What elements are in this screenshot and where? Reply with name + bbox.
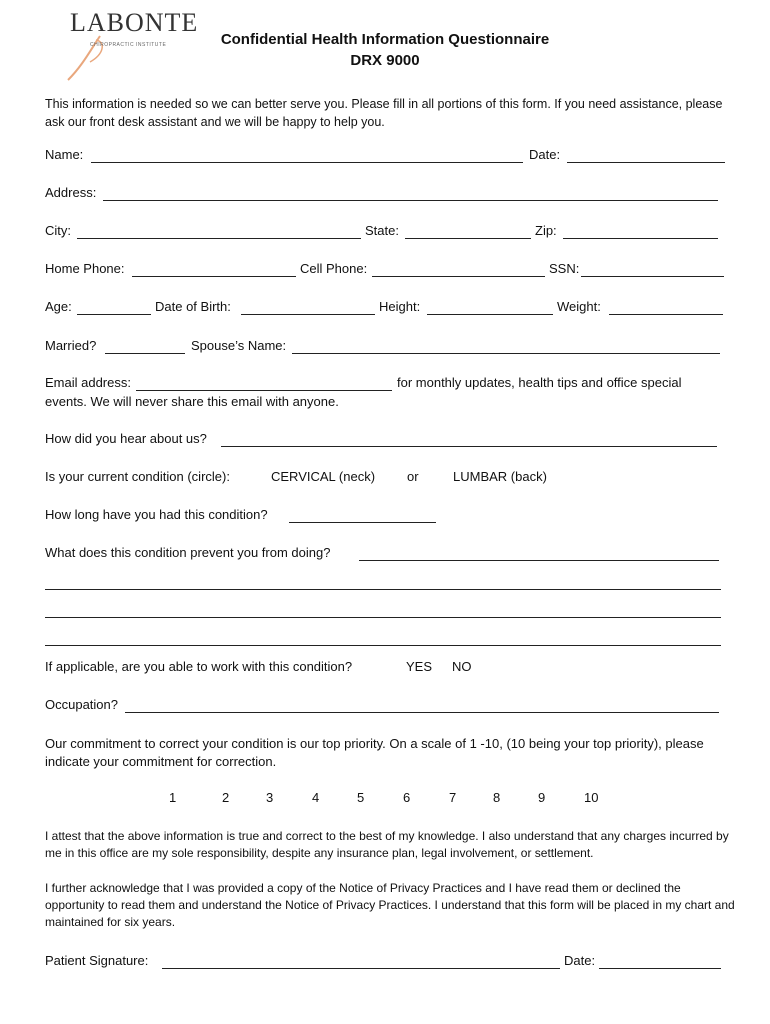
email-note-row (45, 394, 725, 412)
work-row (45, 659, 725, 677)
married-label: Married? (45, 338, 97, 353)
age-label: Age: (45, 299, 72, 314)
hear-row (45, 431, 725, 449)
scale-option-1[interactable]: 1 (169, 790, 177, 805)
work-label: If applicable, are you able to work with this condition? (45, 659, 353, 674)
attest-text: I attest that the above information is true and correct to the best of my knowledge. I also understand that any charges incurred by me in this office are my sole responsibility, despite any insurance plan, legal involvement, or settlement. (45, 829, 729, 860)
email-row (45, 375, 725, 393)
email-label: Email address: (45, 375, 131, 390)
age-row (45, 299, 725, 317)
prevent-line-4[interactable] (45, 645, 721, 646)
prevent-line-2[interactable] (45, 589, 721, 590)
occupation-label: Occupation? (45, 697, 118, 712)
or-text: or (407, 469, 419, 484)
ssn-label: SSN: (549, 261, 580, 276)
condition-row (45, 469, 725, 487)
zip-label: Zip: (535, 223, 557, 238)
prevent-label: What does this condition prevent you from doing? (45, 545, 331, 560)
dob-label: Date of Birth: (155, 299, 231, 314)
scale-option-5[interactable]: 5 (357, 790, 365, 805)
address-row (45, 185, 725, 203)
intro-text: This information is needed so we can better serve you. Please fill in all portions of this form. If you need assistance, please ask our front desk assistant and we will be happy to help you. (45, 97, 723, 129)
how-long-row (45, 507, 725, 525)
state-field[interactable] (405, 238, 531, 239)
signature-date-field[interactable] (599, 968, 721, 969)
cervical-option[interactable]: CERVICAL (neck) (271, 469, 376, 484)
dob-field[interactable] (241, 314, 375, 315)
phone-row (45, 261, 725, 279)
cell-phone-field[interactable] (372, 276, 545, 277)
scale-option-6[interactable]: 6 (403, 790, 411, 805)
married-field[interactable] (105, 353, 185, 354)
age-field[interactable] (77, 314, 151, 315)
email-note-2: events. We will never share this email with anyone. (45, 394, 339, 409)
prevent-line-3[interactable] (45, 617, 721, 618)
cell-phone-label: Cell Phone: (300, 261, 368, 276)
home-phone-label: Home Phone: (45, 261, 125, 276)
prevent-row (45, 545, 725, 563)
married-row (45, 338, 725, 356)
signature-field[interactable] (162, 968, 560, 969)
name-row (45, 147, 725, 165)
home-phone-field[interactable] (132, 276, 296, 277)
email-field[interactable] (136, 390, 392, 391)
form-title: Confidential Health Information Questionnaire (220, 31, 550, 48)
scale-option-7[interactable]: 7 (449, 790, 457, 805)
name-field[interactable] (91, 162, 523, 163)
spouse-field[interactable] (292, 353, 720, 354)
acknowledge-text: I further acknowledge that I was provided a copy of the Notice of Privacy Practices and I have read them or declined the opportunity to read them and understand the Notice of Privacy Practices. I understand that this form will be placed in my chart and maintained for six years. (45, 881, 735, 929)
scale-option-9[interactable]: 9 (538, 790, 546, 805)
occupation-row (45, 697, 725, 715)
address-field[interactable] (103, 200, 718, 201)
signature-label: Patient Signature: (45, 953, 149, 968)
email-note: for monthly updates, health tips and office special (397, 375, 682, 390)
how-long-field[interactable] (289, 522, 436, 523)
height-label: Height: (379, 299, 421, 314)
scale-option-3[interactable]: 3 (266, 790, 274, 805)
spouse-label: Spouse’s Name: (191, 338, 287, 353)
city-row (45, 223, 725, 241)
how-long-label: How long have you had this condition? (45, 507, 268, 522)
date-label: Date: (529, 147, 561, 162)
no-option[interactable]: NO (452, 659, 472, 674)
city-label: City: (45, 223, 71, 238)
date-field[interactable] (567, 162, 725, 163)
prevent-field[interactable] (359, 560, 719, 561)
form-subtitle: DRX 9000 (350, 52, 420, 69)
signature-row (45, 953, 725, 971)
logo-subtitle: CHIROPRACTIC INSTITUTE (90, 42, 167, 48)
height-field[interactable] (427, 314, 553, 315)
yes-option[interactable]: YES (406, 659, 433, 674)
weight-label: Weight: (557, 299, 601, 314)
name-label: Name: (45, 147, 84, 162)
signature-date-label: Date: (564, 953, 596, 968)
scale-option-2[interactable]: 2 (222, 790, 230, 805)
zip-field[interactable] (563, 238, 718, 239)
scale-option-8[interactable]: 8 (493, 790, 501, 805)
weight-field[interactable] (609, 314, 723, 315)
commitment-text: Our commitment to correct your condition is our top priority. On a scale of 1 -10, (10 being your top priority), please indicate your commitment for correction. (45, 736, 704, 769)
ssn-field[interactable] (581, 276, 724, 277)
state-label: State: (365, 223, 399, 238)
occupation-field[interactable] (125, 712, 719, 713)
city-field[interactable] (77, 238, 361, 239)
address-label: Address: (45, 185, 97, 200)
condition-label: Is your current condition (circle): (45, 469, 230, 484)
hear-label: How did you hear about us? (45, 431, 207, 446)
logo-brand: LABONTE (70, 8, 199, 37)
lumbar-option[interactable]: LUMBAR (back) (453, 469, 547, 484)
scale-option-4[interactable]: 4 (312, 790, 320, 805)
hear-field[interactable] (221, 446, 717, 447)
scale-option-10[interactable]: 10 (584, 790, 599, 805)
